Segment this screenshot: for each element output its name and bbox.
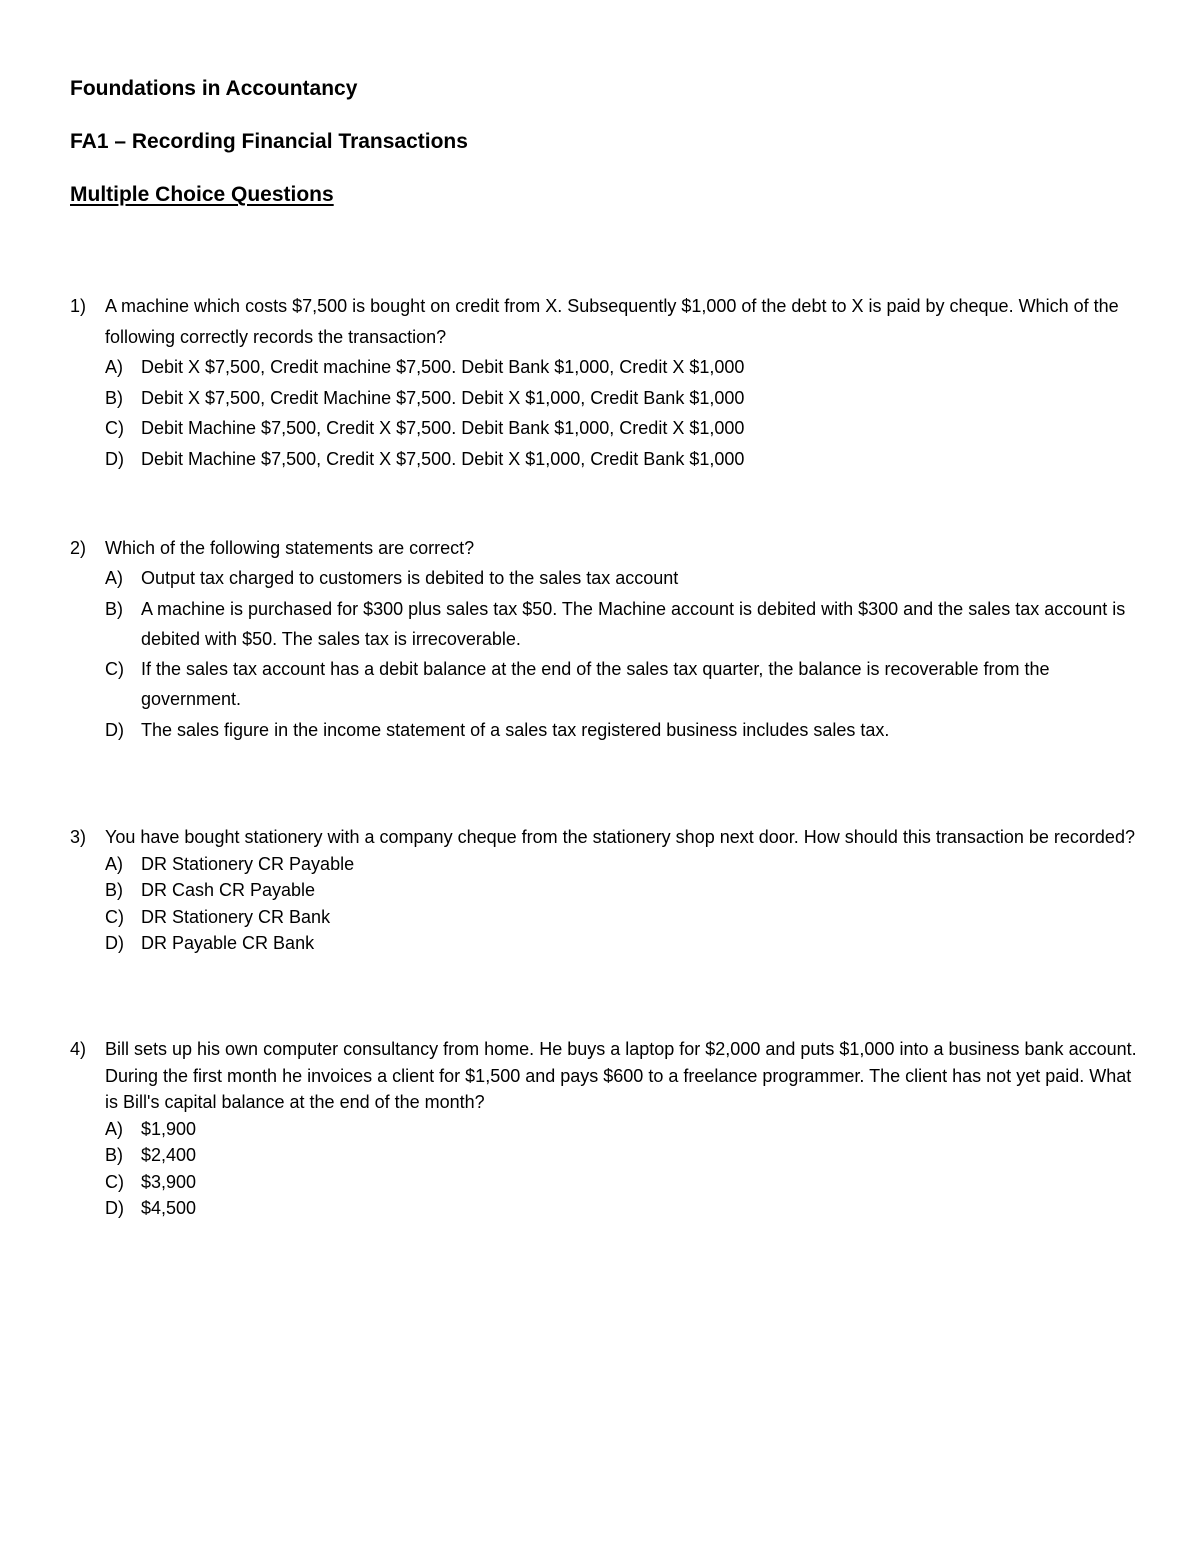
question-number: 4) bbox=[70, 1039, 87, 1059]
option-letter: A) bbox=[105, 853, 123, 874]
option-letter: A) bbox=[105, 1118, 123, 1139]
module-title: FA1 – Recording Financial Transactions bbox=[70, 130, 468, 153]
option-letter: C) bbox=[105, 1171, 124, 1192]
option-letter: B) bbox=[105, 598, 123, 619]
option-text: DR Payable CR Bank bbox=[141, 933, 315, 953]
org-title: Foundations in Accountancy bbox=[70, 77, 358, 100]
option-letter: D) bbox=[105, 448, 124, 469]
option-text: $3,900 bbox=[141, 1171, 197, 1192]
option-text: A machine is purchased for $300 plus sales tax $50. The Machine account is debited with $300 and the sales tax account is debited with $50. The sales tax is irrecoverable. bbox=[141, 598, 1126, 649]
answer-option-a bbox=[70, 352, 1140, 383]
option-text: If the sales tax account has a debit balance at the end of the sales tax quarter, the balance is recoverable from the government. bbox=[141, 659, 1050, 710]
answer-option-b bbox=[70, 383, 1140, 414]
answer-option-d bbox=[70, 930, 1140, 957]
answer-option-d bbox=[70, 1195, 1140, 1222]
option-text: Debit X $7,500, Credit Machine $7,500. Debit X $1,000, Credit Bank $1,000 bbox=[141, 387, 745, 408]
question-text: You have bought stationery with a company cheque from the stationery shop next door. How should this transaction be recorded? bbox=[105, 827, 1135, 847]
question-number: 3) bbox=[70, 827, 87, 847]
answer-option-a bbox=[70, 563, 1140, 593]
answer-option-c bbox=[70, 413, 1140, 444]
answer-option-a bbox=[70, 851, 1140, 878]
option-text: Debit Machine $7,500, Credit X $7,500. Debit Bank $1,000, Credit X $1,000 bbox=[141, 418, 745, 438]
option-letter: A) bbox=[105, 357, 123, 377]
option-letter: B) bbox=[105, 387, 123, 408]
option-letter: C) bbox=[105, 906, 124, 927]
answer-option-b bbox=[70, 877, 1140, 904]
answer-option-d bbox=[70, 444, 1140, 475]
option-text: Output tax charged to customers is debited to the sales tax account bbox=[141, 568, 679, 589]
answer-option-b bbox=[70, 594, 1140, 655]
answer-options bbox=[70, 851, 1140, 957]
question-number: 2) bbox=[70, 538, 87, 558]
option-letter: D) bbox=[105, 933, 124, 953]
option-letter: C) bbox=[105, 418, 124, 438]
question-1 bbox=[70, 291, 1140, 474]
answer-option-b bbox=[70, 1142, 1140, 1169]
option-text: DR Cash CR Payable bbox=[141, 880, 316, 900]
option-letter: C) bbox=[105, 659, 124, 680]
question-text: Bill sets up his own computer consultancy from home. He buys a laptop for $2,000 and puts $1,000 into a business bank account. During the first month he invoices a client for $1,500 and pays $600 to a freelance programmer. The client has not yet paid. What is Bill's capital balance at the end of the month? bbox=[105, 1039, 1137, 1112]
option-text: DR Stationery CR Bank bbox=[141, 906, 331, 927]
answer-option-c bbox=[70, 654, 1140, 715]
question-4 bbox=[70, 1036, 1140, 1222]
question-2 bbox=[70, 533, 1140, 745]
option-text: DR Stationery CR Payable bbox=[141, 853, 355, 874]
answer-option-d bbox=[70, 715, 1140, 745]
question-text: A machine which costs $7,500 is bought on credit from X. Subsequently $1,000 of the debt to X is paid by cheque. Which of the following correctly records the transaction? bbox=[105, 296, 1119, 347]
answer-option-c bbox=[70, 1169, 1140, 1196]
option-letter: D) bbox=[105, 1198, 124, 1218]
option-text: $1,900 bbox=[141, 1118, 197, 1139]
option-letter: B) bbox=[105, 1145, 123, 1165]
option-text: $4,500 bbox=[141, 1198, 197, 1218]
answer-options bbox=[70, 563, 1140, 745]
question-text: Which of the following statements are correct? bbox=[105, 538, 475, 558]
option-letter: D) bbox=[105, 719, 124, 740]
answer-option-c bbox=[70, 904, 1140, 931]
answer-options bbox=[70, 1116, 1140, 1222]
section-title: Multiple Choice Questions bbox=[70, 183, 334, 206]
option-text: Debit X $7,500, Credit machine $7,500. Debit Bank $1,000, Credit X $1,000 bbox=[141, 357, 745, 377]
answer-options bbox=[70, 352, 1140, 474]
option-text: Debit Machine $7,500, Credit X $7,500. Debit X $1,000, Credit Bank $1,000 bbox=[141, 448, 745, 469]
answer-option-a bbox=[70, 1116, 1140, 1143]
option-letter: B) bbox=[105, 880, 123, 900]
option-text: The sales figure in the income statement of a sales tax registered business includes sales tax. bbox=[141, 719, 890, 740]
option-letter: A) bbox=[105, 568, 123, 589]
question-3 bbox=[70, 824, 1140, 957]
option-text: $2,400 bbox=[141, 1145, 197, 1165]
question-number: 1) bbox=[70, 296, 87, 316]
